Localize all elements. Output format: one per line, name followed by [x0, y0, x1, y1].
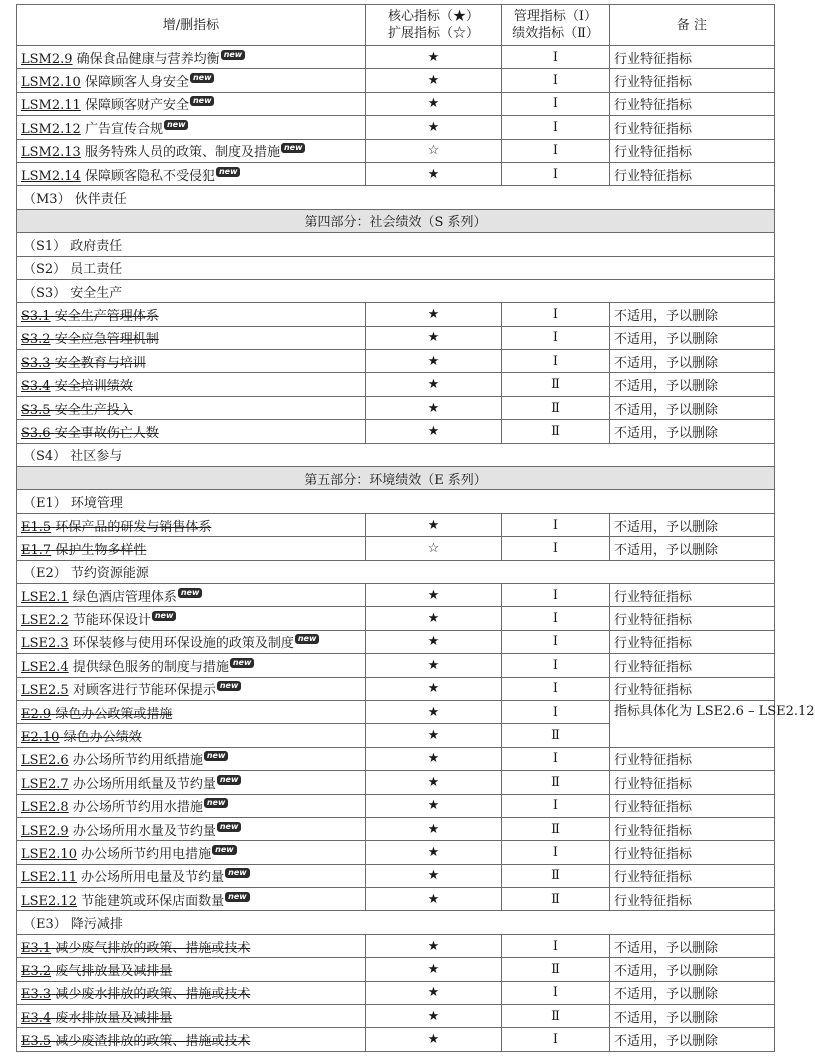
new-badge-icon: new	[217, 681, 242, 691]
remark-cell: 行业特征指标	[610, 46, 775, 69]
remark-cell: 行业特征指标	[610, 794, 775, 817]
core-level-cell: ★	[366, 373, 502, 396]
core-level-cell: ★	[366, 841, 502, 864]
header-management-performance	[502, 5, 610, 46]
core-level-cell: ☆	[366, 537, 502, 560]
indicator-code: LSM2.11	[21, 98, 81, 114]
indicator-cell	[17, 303, 366, 326]
indicator-code: LSE2.7	[21, 776, 69, 792]
indicator-text: 废气排放量及减排量	[55, 963, 173, 979]
remark-cell: 指标具体化为 LSE2.6 – LSE2.12	[610, 700, 775, 747]
indicator-code: LSM2.14	[21, 168, 81, 184]
core-level-cell: ★	[366, 326, 502, 349]
new-badge-icon: new	[217, 775, 242, 785]
section-label: （S2） 员工责任	[17, 256, 775, 279]
remark-cell: 行业特征指标	[610, 654, 775, 677]
deleted-indicator-row	[17, 537, 775, 560]
section-label: （S3） 安全生产	[17, 279, 775, 302]
section-row	[17, 911, 775, 934]
section-row	[17, 233, 775, 256]
indicator-code: LSE2.5	[21, 683, 69, 699]
indicator-text: 安全应急管理机制	[54, 332, 159, 348]
header-extended-label: 扩展指标（☆）	[387, 26, 479, 41]
deleted-indicator-row	[17, 303, 775, 326]
added-indicator-row	[17, 630, 775, 653]
indicator-text: 安全生产管理体系	[54, 308, 159, 324]
indicator-table	[16, 4, 815, 1052]
section-row	[17, 490, 775, 513]
remark-cell: 行业特征指标	[610, 888, 775, 911]
added-indicator-row	[17, 864, 775, 887]
indicator-text: 节能环保设计	[72, 613, 151, 629]
new-badge-icon: new	[225, 892, 250, 902]
indicator-code: LSE2.11	[21, 870, 77, 886]
added-indicator-row	[17, 888, 775, 911]
indicator-type-cell: Ⅰ	[502, 69, 610, 92]
indicator-type-cell: Ⅰ	[502, 700, 610, 723]
core-level-cell: ★	[366, 303, 502, 326]
indicator-cell	[17, 981, 366, 1004]
core-level-cell: ★	[366, 1005, 502, 1028]
indicator-text: 安全事故伤亡人数	[54, 425, 159, 441]
core-level-cell: ★	[366, 864, 502, 887]
indicator-code: E3.4	[21, 1010, 52, 1026]
indicator-type-cell: Ⅰ	[502, 841, 610, 864]
remark-cell: 不适用，予以删除	[610, 537, 775, 560]
indicator-cell	[17, 583, 366, 606]
indicator-cell	[17, 677, 366, 700]
new-badge-icon: new	[178, 588, 203, 598]
indicator-code: E3.5	[21, 1034, 52, 1050]
core-level-cell: ★	[366, 513, 502, 536]
core-level-cell: ★	[366, 958, 502, 981]
indicator-cell	[17, 396, 366, 419]
indicator-code: S3.1	[21, 308, 51, 324]
added-indicator-row	[17, 841, 775, 864]
remark-cell: 不适用，予以删除	[610, 1005, 775, 1028]
indicator-text: 保障顾客财产安全	[84, 98, 189, 114]
added-indicator-row	[17, 139, 775, 162]
remark-cell: 行业特征指标	[610, 677, 775, 700]
remark-cell: 不适用，予以删除	[610, 1028, 775, 1051]
added-indicator-row	[17, 116, 775, 139]
indicator-type-cell: Ⅱ	[502, 1005, 610, 1028]
indicator-cell	[17, 1028, 366, 1051]
remark-cell: 不适用，予以删除	[610, 981, 775, 1004]
deleted-indicator-row	[17, 958, 775, 981]
core-level-cell: ★	[366, 981, 502, 1004]
indicator-text: 办公场所节约用电措施	[81, 846, 212, 862]
table-header-row	[17, 5, 775, 46]
indicator-cell	[17, 888, 366, 911]
new-badge-icon: new	[164, 120, 189, 130]
core-level-cell: ★	[366, 630, 502, 653]
indicator-cell	[17, 1005, 366, 1028]
new-badge-icon: new	[230, 658, 255, 668]
new-badge-icon: new	[221, 50, 246, 60]
indicator-code: LSM2.12	[21, 121, 81, 137]
deleted-indicator-row	[17, 350, 775, 373]
indicator-code: LSE2.12	[21, 893, 77, 909]
indicator-type-cell: Ⅱ	[502, 958, 610, 981]
part-band-label: 第五部分：环境绩效（E 系列）	[17, 467, 775, 490]
remark-cell: 不适用，予以删除	[610, 958, 775, 981]
indicator-type-cell: Ⅰ	[502, 607, 610, 630]
indicator-type-cell: Ⅰ	[502, 162, 610, 185]
indicator-code: LSE2.6	[21, 753, 69, 769]
core-level-cell: ★	[366, 69, 502, 92]
section-label: （E2） 节约资源能源	[17, 560, 775, 583]
indicator-code: S3.3	[21, 355, 51, 371]
indicator-text: 办公场所节约用水措施	[72, 800, 203, 816]
section-row	[17, 186, 775, 209]
indicator-text: 环保装修与使用环保设施的政策及制度	[72, 636, 294, 652]
indicator-text: 绿色酒店管理体系	[72, 589, 177, 605]
indicator-cell	[17, 747, 366, 770]
remark-cell: 行业特征指标	[610, 817, 775, 840]
header-management-label: 管理指标（Ⅰ）	[513, 9, 598, 24]
core-level-cell: ★	[366, 700, 502, 723]
indicator-text: 节能建筑或环保店面数量	[81, 893, 225, 909]
indicator-code: S3.5	[21, 402, 51, 418]
remark-cell: 不适用，予以删除	[610, 934, 775, 957]
indicator-cell	[17, 46, 366, 69]
indicator-type-cell: Ⅰ	[502, 583, 610, 606]
header-indicator: 增/删指标	[17, 5, 366, 46]
indicator-cell	[17, 537, 366, 560]
added-indicator-row	[17, 794, 775, 817]
core-level-cell: ★	[366, 747, 502, 770]
indicator-code: LSM2.9	[21, 51, 73, 67]
indicator-type-cell: Ⅱ	[502, 817, 610, 840]
indicator-type-cell: Ⅰ	[502, 513, 610, 536]
core-level-cell: ★	[366, 116, 502, 139]
remark-cell: 行业特征指标	[610, 139, 775, 162]
indicator-text: 绿色办公政策或措施	[55, 706, 173, 722]
added-indicator-row	[17, 747, 775, 770]
indicator-cell	[17, 864, 366, 887]
indicator-code: LSE2.1	[21, 589, 69, 605]
indicator-cell	[17, 817, 366, 840]
indicator-text: 对顾客进行节能环保提示	[72, 683, 216, 699]
indicator-code: E3.3	[21, 987, 52, 1003]
indicator-type-cell: Ⅰ	[502, 326, 610, 349]
new-badge-icon: new	[204, 798, 229, 808]
section-label: （E1） 环境管理	[17, 490, 775, 513]
indicator-code: E2.10	[21, 730, 60, 746]
new-badge-icon: new	[281, 143, 306, 153]
indicator-code: E1.7	[21, 542, 52, 558]
indicator-cell	[17, 934, 366, 957]
indicator-code: LSE2.10	[21, 846, 77, 862]
indicator-type-cell: Ⅱ	[502, 396, 610, 419]
indicator-text: 绿色办公绩效	[63, 730, 142, 746]
indicator-code: LSE2.8	[21, 800, 69, 816]
remark-cell: 行业特征指标	[610, 864, 775, 887]
remark-cell: 不适用，予以删除	[610, 326, 775, 349]
indicator-code: LSM2.13	[21, 145, 81, 161]
indicator-code: LSE2.4	[21, 659, 69, 675]
core-level-cell: ★	[366, 1028, 502, 1051]
remark-cell: 行业特征指标	[610, 69, 775, 92]
remark-cell: 不适用，予以删除	[610, 396, 775, 419]
remark-cell: 行业特征指标	[610, 747, 775, 770]
indicator-text: 环保产品的研发与销售体系	[55, 519, 212, 535]
indicator-type-cell: Ⅰ	[502, 630, 610, 653]
remark-cell: 不适用，予以删除	[610, 513, 775, 536]
added-indicator-row	[17, 583, 775, 606]
indicator-type-cell: Ⅱ	[502, 771, 610, 794]
deleted-indicator-row	[17, 1005, 775, 1028]
indicator-cell	[17, 630, 366, 653]
core-level-cell: ★	[366, 420, 502, 443]
indicator-type-cell: Ⅰ	[502, 303, 610, 326]
header-core-label: 核心指标（★）	[387, 9, 479, 24]
indicator-code: S3.4	[21, 379, 51, 395]
indicator-cell	[17, 373, 366, 396]
indicator-cell	[17, 350, 366, 373]
indicator-text: 服务特殊人员的政策、制度及措施	[84, 145, 280, 161]
indicator-code: LSM2.10	[21, 75, 81, 91]
indicator-code: E3.2	[21, 963, 52, 979]
remark-cell: 行业特征指标	[610, 607, 775, 630]
indicator-text: 保护生物多样性	[55, 542, 147, 558]
deleted-indicator-row	[17, 934, 775, 957]
indicator-text: 保障顾客隐私不受侵犯	[84, 168, 215, 184]
remark-cell: 行业特征指标	[610, 116, 775, 139]
core-level-cell: ★	[366, 817, 502, 840]
core-level-cell: ★	[366, 396, 502, 419]
indicator-text: 广告宣传合规	[84, 121, 163, 137]
indicator-cell	[17, 162, 366, 185]
deleted-indicator-row	[17, 981, 775, 1004]
deleted-indicator-row	[17, 700, 775, 723]
table-body	[17, 46, 815, 1052]
indicator-cell	[17, 92, 366, 115]
added-indicator-row	[17, 92, 775, 115]
indicator-type-cell: Ⅰ	[502, 46, 610, 69]
core-level-cell: ★	[366, 350, 502, 373]
header-performance-label: 绩效指标（Ⅱ）	[512, 26, 599, 41]
new-badge-icon: new	[217, 822, 242, 832]
indicator-code: S3.2	[21, 332, 51, 348]
indicator-type-cell: Ⅰ	[502, 677, 610, 700]
indicator-text: 安全教育与培训	[54, 355, 146, 371]
part-band-row	[17, 209, 775, 232]
indicator-cell	[17, 700, 366, 723]
remark-cell: 行业特征指标	[610, 583, 775, 606]
part-band-label: 第四部分：社会绩效（S 系列）	[17, 209, 775, 232]
indicator-code: LSE2.9	[21, 823, 69, 839]
indicator-cell	[17, 326, 366, 349]
indicator-code: E1.5	[21, 519, 52, 535]
indicator-text: 办公场所节约用纸措施	[72, 753, 203, 769]
core-level-cell: ★	[366, 92, 502, 115]
core-level-cell: ★	[366, 583, 502, 606]
indicator-cell	[17, 607, 366, 630]
added-indicator-row	[17, 817, 775, 840]
deleted-indicator-row	[17, 513, 775, 536]
new-badge-icon: new	[225, 868, 250, 878]
remark-cell: 不适用，予以删除	[610, 303, 775, 326]
indicator-text: 减少废气排放的政策、措施或技术	[55, 940, 251, 956]
indicator-type-cell: Ⅱ	[502, 888, 610, 911]
indicator-type-cell: Ⅰ	[502, 934, 610, 957]
indicator-text: 安全培训绩效	[54, 379, 133, 395]
header-core-extended	[366, 5, 502, 46]
indicator-type-cell: Ⅱ	[502, 864, 610, 887]
indicator-cell	[17, 654, 366, 677]
remark-cell: 不适用，予以删除	[610, 373, 775, 396]
remark-cell: 行业特征指标	[610, 92, 775, 115]
section-label: （M3） 伙伴责任	[17, 186, 775, 209]
added-indicator-row	[17, 69, 775, 92]
indicator-type-cell: Ⅱ	[502, 373, 610, 396]
remark-cell: 不适用，予以删除	[610, 350, 775, 373]
section-label: （S4） 社区参与	[17, 443, 775, 466]
deleted-indicator-row	[17, 1028, 775, 1051]
indicator-text: 减少废渣排放的政策、措施或技术	[55, 1034, 251, 1050]
indicator-type-cell: Ⅰ	[502, 92, 610, 115]
section-label: （S1） 政府责任	[17, 233, 775, 256]
indicator-type-cell: Ⅱ	[502, 724, 610, 747]
section-label: （E3） 降污减排	[17, 911, 775, 934]
core-level-cell: ★	[366, 724, 502, 747]
indicator-code: E2.9	[21, 706, 52, 722]
indicator-type-cell: Ⅰ	[502, 350, 610, 373]
indicator-text: 确保食品健康与营养均衡	[76, 51, 220, 67]
core-level-cell: ☆	[366, 139, 502, 162]
added-indicator-row	[17, 46, 775, 69]
indicator-text: 办公场所用纸量及节约量	[72, 776, 216, 792]
indicator-text: 废水排放量及减排量	[55, 1010, 173, 1026]
section-row	[17, 560, 775, 583]
core-level-cell: ★	[366, 794, 502, 817]
indicator-code: LSE2.2	[21, 613, 69, 629]
section-row	[17, 256, 775, 279]
remark-cell: 不适用，予以删除	[610, 420, 775, 443]
indicator-code: E3.1	[21, 940, 52, 956]
indicator-text: 安全生产投入	[54, 402, 133, 418]
remark-cell: 行业特征指标	[610, 162, 775, 185]
indicator-cell	[17, 420, 366, 443]
core-level-cell: ★	[366, 162, 502, 185]
header-remarks: 备 注	[610, 5, 775, 46]
core-level-cell: ★	[366, 46, 502, 69]
indicator-cell	[17, 139, 366, 162]
part-band-row	[17, 467, 775, 490]
indicator-type-cell: Ⅰ	[502, 794, 610, 817]
indicator-text: 保障顾客人身安全	[84, 75, 189, 91]
remark-cell: 行业特征指标	[610, 841, 775, 864]
indicator-cell	[17, 513, 366, 536]
new-badge-icon: new	[216, 167, 241, 177]
section-row	[17, 279, 775, 302]
core-level-cell: ★	[366, 607, 502, 630]
indicator-type-cell: Ⅰ	[502, 116, 610, 139]
remark-cell: 行业特征指标	[610, 630, 775, 653]
indicator-type-cell: Ⅰ	[502, 537, 610, 560]
indicator-type-cell: Ⅰ	[502, 747, 610, 770]
added-indicator-row	[17, 162, 775, 185]
new-badge-icon: new	[212, 845, 237, 855]
indicator-type-cell: Ⅰ	[502, 654, 610, 677]
indicator-code: LSE2.3	[21, 636, 69, 652]
new-badge-icon: new	[190, 73, 215, 83]
indicator-cell	[17, 116, 366, 139]
indicator-cell	[17, 724, 366, 747]
core-level-cell: ★	[366, 677, 502, 700]
deleted-indicator-row	[17, 326, 775, 349]
indicator-type-cell: Ⅱ	[502, 420, 610, 443]
deleted-indicator-row	[17, 396, 775, 419]
indicator-text: 减少废水排放的政策、措施或技术	[55, 987, 251, 1003]
indicator-text: 办公场所用电量及节约量	[81, 870, 225, 886]
remark-cell: 行业特征指标	[610, 771, 775, 794]
indicator-cell	[17, 841, 366, 864]
indicator-type-cell: Ⅰ	[502, 1028, 610, 1051]
new-badge-icon: new	[204, 751, 229, 761]
added-indicator-row	[17, 607, 775, 630]
indicator-cell	[17, 794, 366, 817]
core-level-cell: ★	[366, 888, 502, 911]
indicator-cell	[17, 771, 366, 794]
added-indicator-row	[17, 771, 775, 794]
core-level-cell: ★	[366, 654, 502, 677]
deleted-indicator-row	[17, 373, 775, 396]
indicator-code: S3.6	[21, 425, 51, 441]
new-badge-icon: new	[295, 634, 320, 644]
new-badge-icon: new	[152, 611, 177, 621]
new-badge-icon: new	[190, 96, 215, 106]
added-indicator-row	[17, 677, 775, 700]
indicator-text: 办公场所用水量及节约量	[72, 823, 216, 839]
indicator-type-cell: Ⅰ	[502, 981, 610, 1004]
core-level-cell: ★	[366, 771, 502, 794]
section-row	[17, 443, 775, 466]
indicator-cell	[17, 69, 366, 92]
indicator-type-cell: Ⅰ	[502, 139, 610, 162]
indicator-cell	[17, 958, 366, 981]
indicator-text: 提供绿色服务的制度与措施	[72, 659, 229, 675]
added-indicator-row	[17, 654, 775, 677]
core-level-cell: ★	[366, 934, 502, 957]
deleted-indicator-row	[17, 420, 775, 443]
